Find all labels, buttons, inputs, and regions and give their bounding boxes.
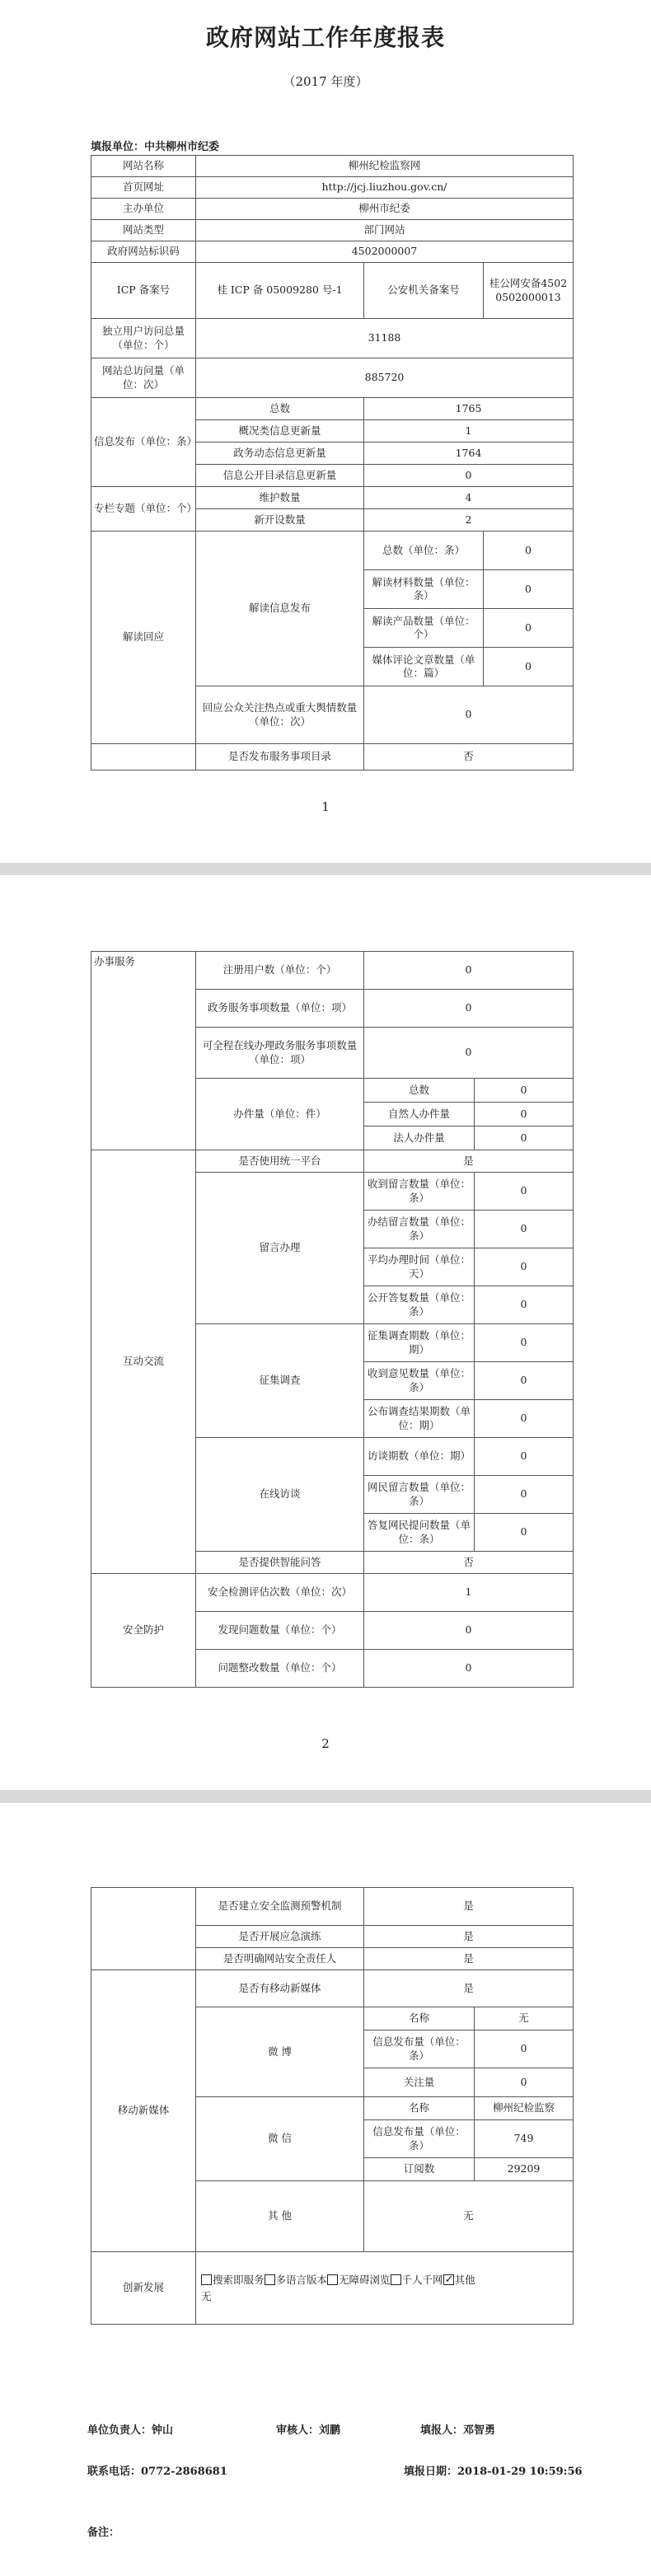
value-site-id: 4502000007 — [196, 241, 574, 263]
value-smart-qa: 否 — [364, 1552, 574, 1574]
report-year: （2017 年度） — [283, 74, 368, 89]
value-survey-result: 0 — [475, 1400, 574, 1438]
option-multilingual: 多语言版本 — [275, 2273, 328, 2286]
label-has-media: 是否有移动新媒体 — [196, 1970, 364, 2007]
value-handled-legal: 0 — [475, 1126, 574, 1150]
value-views: 885720 — [196, 358, 574, 398]
option-other: 其他 — [454, 2273, 475, 2286]
innovation-options — [196, 2252, 574, 2325]
option-accessibility: 无障碍浏览 — [339, 2273, 391, 2286]
value-weibo-posts: 0 — [475, 2030, 574, 2068]
value-handled-total: 0 — [475, 1079, 574, 1103]
label-msg-time: 平均办理时间（单位：天） — [364, 1248, 475, 1286]
label-weibo-posts: 信息发布量（单位：条） — [364, 2030, 475, 2068]
report-page-2 — [0, 875, 651, 1790]
page-number-2: 2 — [321, 1736, 330, 1751]
label-survey-result: 公布调查结果期数（单位：期） — [364, 1400, 475, 1438]
value-info-total: 1765 — [364, 398, 574, 420]
value-info-public: 0 — [364, 465, 574, 487]
label-icp: ICP 备案号 — [91, 263, 196, 319]
value-icp: 桂 ICP 备 05009280 号-1 — [196, 263, 364, 319]
innovation-note: 无 — [201, 2289, 212, 2302]
value-items: 0 — [364, 990, 574, 1028]
label-views: 网站总访问量（单位：次） — [91, 358, 196, 398]
contact-phone: 联系电话：0772-2868681 — [87, 2466, 227, 2478]
value-talk-count: 0 — [475, 1438, 574, 1476]
label-survey: 征集调查 — [196, 1324, 364, 1438]
unit-leader: 单位负责人：钟山 — [87, 2424, 174, 2437]
label-handled: 办件量（单位：件） — [196, 1079, 364, 1150]
value-interp-media: 0 — [484, 648, 574, 686]
value-info-overview: 1 — [364, 420, 574, 443]
label-msg-public: 公开答复数量（单位：条） — [364, 1286, 475, 1324]
value-other-media: 无 — [364, 2181, 574, 2252]
label-reg-users: 注册用户数（单位：个） — [196, 952, 364, 990]
value-talk-reply: 0 — [475, 1514, 574, 1552]
label-weibo-follow: 关注量 — [364, 2068, 475, 2097]
label-info-news: 政务动态信息更新量 — [196, 443, 364, 465]
label-unified: 是否使用统一平台 — [196, 1150, 364, 1173]
option-search-service: 搜索即服务 — [213, 2273, 265, 2286]
label-handled-total: 总数 — [364, 1079, 475, 1103]
value-reg-users: 0 — [364, 952, 574, 990]
label-home-url: 首页网址 — [91, 177, 196, 199]
value-msg-received: 0 — [475, 1173, 574, 1211]
label-police: 公安机关备案号 — [364, 263, 484, 319]
label-interp-release: 解读信息发布 — [196, 532, 364, 686]
value-interp-material: 0 — [484, 570, 574, 609]
value-site-name: 柳州纪检监察网 — [196, 156, 574, 177]
value-home-url: http://jcj.liuzhou.gov.cn/ — [196, 177, 574, 199]
filler: 填报人：邓智勇 — [420, 2424, 496, 2437]
label-info-release: 信息发布（单位：条） — [91, 398, 196, 487]
remark: 备注： — [87, 2527, 120, 2539]
checkbox-other[interactable] — [443, 2274, 454, 2285]
value-column-maintain: 4 — [364, 487, 574, 509]
label-column-maintain: 维护数量 — [196, 487, 364, 509]
label-weibo: 微 博 — [196, 2007, 364, 2097]
label-wechat-posts: 信息发布量（单位：条） — [364, 2120, 475, 2158]
label-interpretation: 解读回应 — [91, 532, 196, 744]
value-site-type: 部门网站 — [196, 220, 574, 241]
value-weibo-name: 无 — [475, 2007, 574, 2030]
value-sec-check: 1 — [364, 1574, 574, 1612]
page-number-1: 1 — [321, 799, 330, 814]
label-sponsor: 主办单位 — [91, 199, 196, 220]
label-drill: 是否开展应急演练 — [196, 1926, 364, 1948]
label-talk-count: 访谈期数（单位：期） — [364, 1438, 475, 1476]
value-sec-found: 0 — [364, 1612, 574, 1650]
label-sec-found: 发现问题数量（单位：个） — [196, 1612, 364, 1650]
value-talk-msg: 0 — [475, 1476, 574, 1514]
report-title: 政府网站工作年度报表 — [205, 24, 445, 51]
label-survey-count: 征集调查期数（单位：期） — [364, 1324, 475, 1362]
reporting-unit: 填报单位：中共柳州市纪委 — [91, 141, 220, 153]
label-handled-legal: 法人办件量 — [364, 1126, 475, 1150]
value-wechat-posts: 749 — [475, 2120, 574, 2158]
label-service: 办事服务 — [91, 952, 196, 1150]
label-interp-total: 总数（单位：条） — [364, 532, 484, 570]
label-monitor: 是否建立安全监测预警机制 — [196, 1888, 364, 1926]
label-interp-product: 解读产品数量（单位：个） — [364, 609, 484, 648]
checkbox-multilingual[interactable] — [265, 2274, 275, 2285]
label-items: 政务服务事项数量（单位：项） — [196, 990, 364, 1028]
label-column-new: 新开设数量 — [196, 509, 364, 532]
label-msg-done: 办结留言数量（单位：条） — [364, 1211, 475, 1248]
label-talk: 在线访谈 — [196, 1438, 364, 1552]
label-talk-reply: 答复网民提问数量（单位：条） — [364, 1514, 475, 1552]
label-handled-person: 自然人办件量 — [364, 1103, 475, 1126]
value-visitors: 31188 — [196, 319, 574, 358]
label-service-catalog: 是否发布服务事项目录 — [196, 744, 364, 770]
value-unified: 是 — [364, 1150, 574, 1173]
label-survey-opinion: 收到意见数量（单位：条） — [364, 1362, 475, 1400]
value-drill: 是 — [364, 1926, 574, 1948]
value-wechat-name: 柳州纪检监察 — [475, 2097, 574, 2120]
label-wechat-subs: 订阅数 — [364, 2158, 475, 2181]
label-site-type: 网站类型 — [91, 220, 196, 241]
label-owner: 是否明确网站安全责任人 — [196, 1948, 364, 1970]
label-sec-fixed: 问题整改数量（单位：个） — [196, 1650, 364, 1688]
value-monitor: 是 — [364, 1888, 574, 1926]
value-has-media: 是 — [364, 1970, 574, 2007]
value-interp-product: 0 — [484, 609, 574, 648]
report-page-3 — [0, 1803, 651, 2576]
label-columns: 专栏专题（单位：个） — [91, 487, 196, 532]
value-wechat-subs: 29209 — [475, 2158, 574, 2181]
fill-date: 填报日期：2018-01-29 10:59:56 — [404, 2466, 583, 2478]
label-interp-material: 解读材料数量（单位：条） — [364, 570, 484, 609]
label-info-total: 总数 — [196, 398, 364, 420]
label-messages: 留言办理 — [196, 1173, 364, 1324]
value-interp-hot: 0 — [364, 686, 574, 744]
value-handled-person: 0 — [475, 1103, 574, 1126]
value-online-items: 0 — [364, 1028, 574, 1079]
label-new-media: 移动新媒体 — [91, 1970, 196, 2252]
label-info-overview: 概况类信息更新量 — [196, 420, 364, 443]
checkbox-search-service[interactable] — [201, 2274, 212, 2285]
label-talk-msg: 网民留言数量（单位：条） — [364, 1476, 475, 1514]
label-interp-hot: 回应公众关注热点或重大舆情数量（单位：次） — [196, 686, 364, 744]
report-page-1 — [0, 0, 651, 863]
label-weibo-name: 名称 — [364, 2007, 475, 2030]
service-table — [91, 951, 574, 1688]
value-interp-total: 0 — [484, 532, 574, 570]
label-interp-media: 媒体评论文章数量（单位：篇） — [364, 648, 484, 686]
label-wechat-name: 名称 — [364, 2097, 475, 2120]
value-sponsor: 柳州市纪委 — [196, 199, 574, 220]
label-online-items: 可全程在线办理政务服务事项数量（单位：项） — [196, 1028, 364, 1079]
value-survey-count: 0 — [475, 1324, 574, 1362]
label-innovation: 创新发展 — [91, 2252, 196, 2325]
label-site-name: 网站名称 — [91, 156, 196, 177]
label-smart-qa: 是否提供智能问答 — [196, 1552, 364, 1574]
value-sec-fixed: 0 — [364, 1650, 574, 1688]
checkbox-accessibility[interactable] — [327, 2274, 338, 2285]
reviewer: 审核人：刘鹏 — [276, 2424, 341, 2437]
media-table — [91, 1887, 574, 2325]
value-msg-time: 0 — [475, 1248, 574, 1286]
label-visitors: 独立用户访问总量（单位：个） — [91, 319, 196, 358]
value-info-news: 1764 — [364, 443, 574, 465]
label-site-id: 政府网站标识码 — [91, 241, 196, 263]
basic-info-table — [91, 155, 574, 398]
value-weibo-follow: 0 — [475, 2068, 574, 2097]
label-info-public: 信息公开目录信息更新量 — [196, 465, 364, 487]
label-sec-check: 安全检测评估次数（单位：次） — [196, 1574, 364, 1612]
label-wechat: 微 信 — [196, 2097, 364, 2181]
label-other-media: 其 他 — [196, 2181, 364, 2252]
value-column-new: 2 — [364, 509, 574, 532]
checkbox-personalized[interactable] — [391, 2274, 401, 2285]
value-owner: 是 — [364, 1948, 574, 1970]
value-police: 桂公网安备45020502000013 — [484, 263, 574, 319]
value-msg-public: 0 — [475, 1286, 574, 1324]
label-msg-received: 收到留言数量（单位：条） — [364, 1173, 475, 1211]
label-interaction: 互动交流 — [91, 1150, 196, 1574]
label-security: 安全防护 — [91, 1574, 196, 1688]
value-service-catalog: 否 — [364, 744, 574, 770]
option-personalized: 千人千网 — [401, 2273, 443, 2286]
value-msg-done: 0 — [475, 1211, 574, 1248]
value-survey-opinion: 0 — [475, 1362, 574, 1400]
info-release-table — [91, 397, 574, 770]
